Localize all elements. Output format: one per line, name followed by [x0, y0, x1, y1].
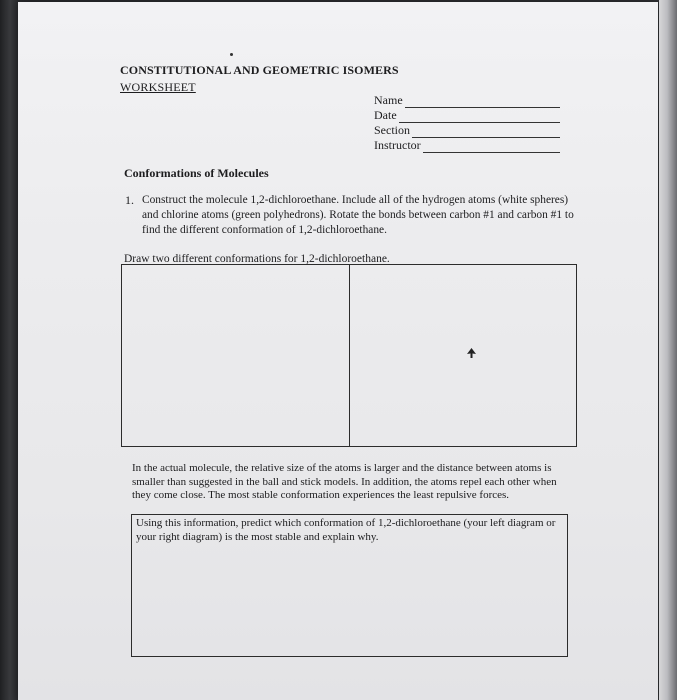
- right-diagram-box[interactable]: [350, 265, 577, 446]
- paper-speck: [230, 53, 233, 56]
- answer-prompt: Using this information, predict which conformation of 1,2-dichloroethane (your left diagram or your right diagram) is the most stable and explain why.: [136, 517, 556, 543]
- explanation-paragraph: In the actual molecule, the relative size of the atoms is larger and the distance between atoms is smaller than suggested in the ball and stick models. In addition, the atoms repel each other when they come close. The most stable conformation experiences the least repulsive forces.: [132, 462, 557, 501]
- worksheet-title: CONSTITUTIONAL AND GEOMETRIC ISOMERS: [120, 63, 399, 77]
- left-diagram-box[interactable]: [122, 265, 350, 446]
- name-field[interactable]: [374, 92, 560, 108]
- drawing-prompt: Draw two different conformations for 1,2-dichloroethane.: [124, 253, 390, 265]
- question-number: 1.: [125, 193, 134, 207]
- pointer-cursor-icon: [467, 348, 476, 358]
- worksheet-subtitle: WORKSHEET: [120, 80, 196, 94]
- page-edge-shadow: [659, 0, 677, 700]
- instructor-line[interactable]: [423, 141, 560, 153]
- section-heading: Conformations of Molecules: [124, 166, 269, 180]
- date-field[interactable]: [374, 107, 560, 123]
- section-field[interactable]: [374, 122, 560, 138]
- section-label: Section: [374, 123, 410, 137]
- date-label: Date: [374, 108, 397, 122]
- question-text: Construct the molecule 1,2-dichloroethane. Include all of the hydrogen atoms (white spheres) and chlorine atoms (green polyhedrons). Rotate the bonds between carbon #1 and carbon #1 to find the different conformation of 1,2-dichloroethane.: [142, 194, 574, 236]
- instructor-field[interactable]: [374, 137, 560, 153]
- answer-box[interactable]: [131, 514, 568, 657]
- instructor-label: Instructor: [374, 138, 421, 152]
- name-label: Name: [374, 93, 403, 107]
- drawing-area: [121, 264, 577, 447]
